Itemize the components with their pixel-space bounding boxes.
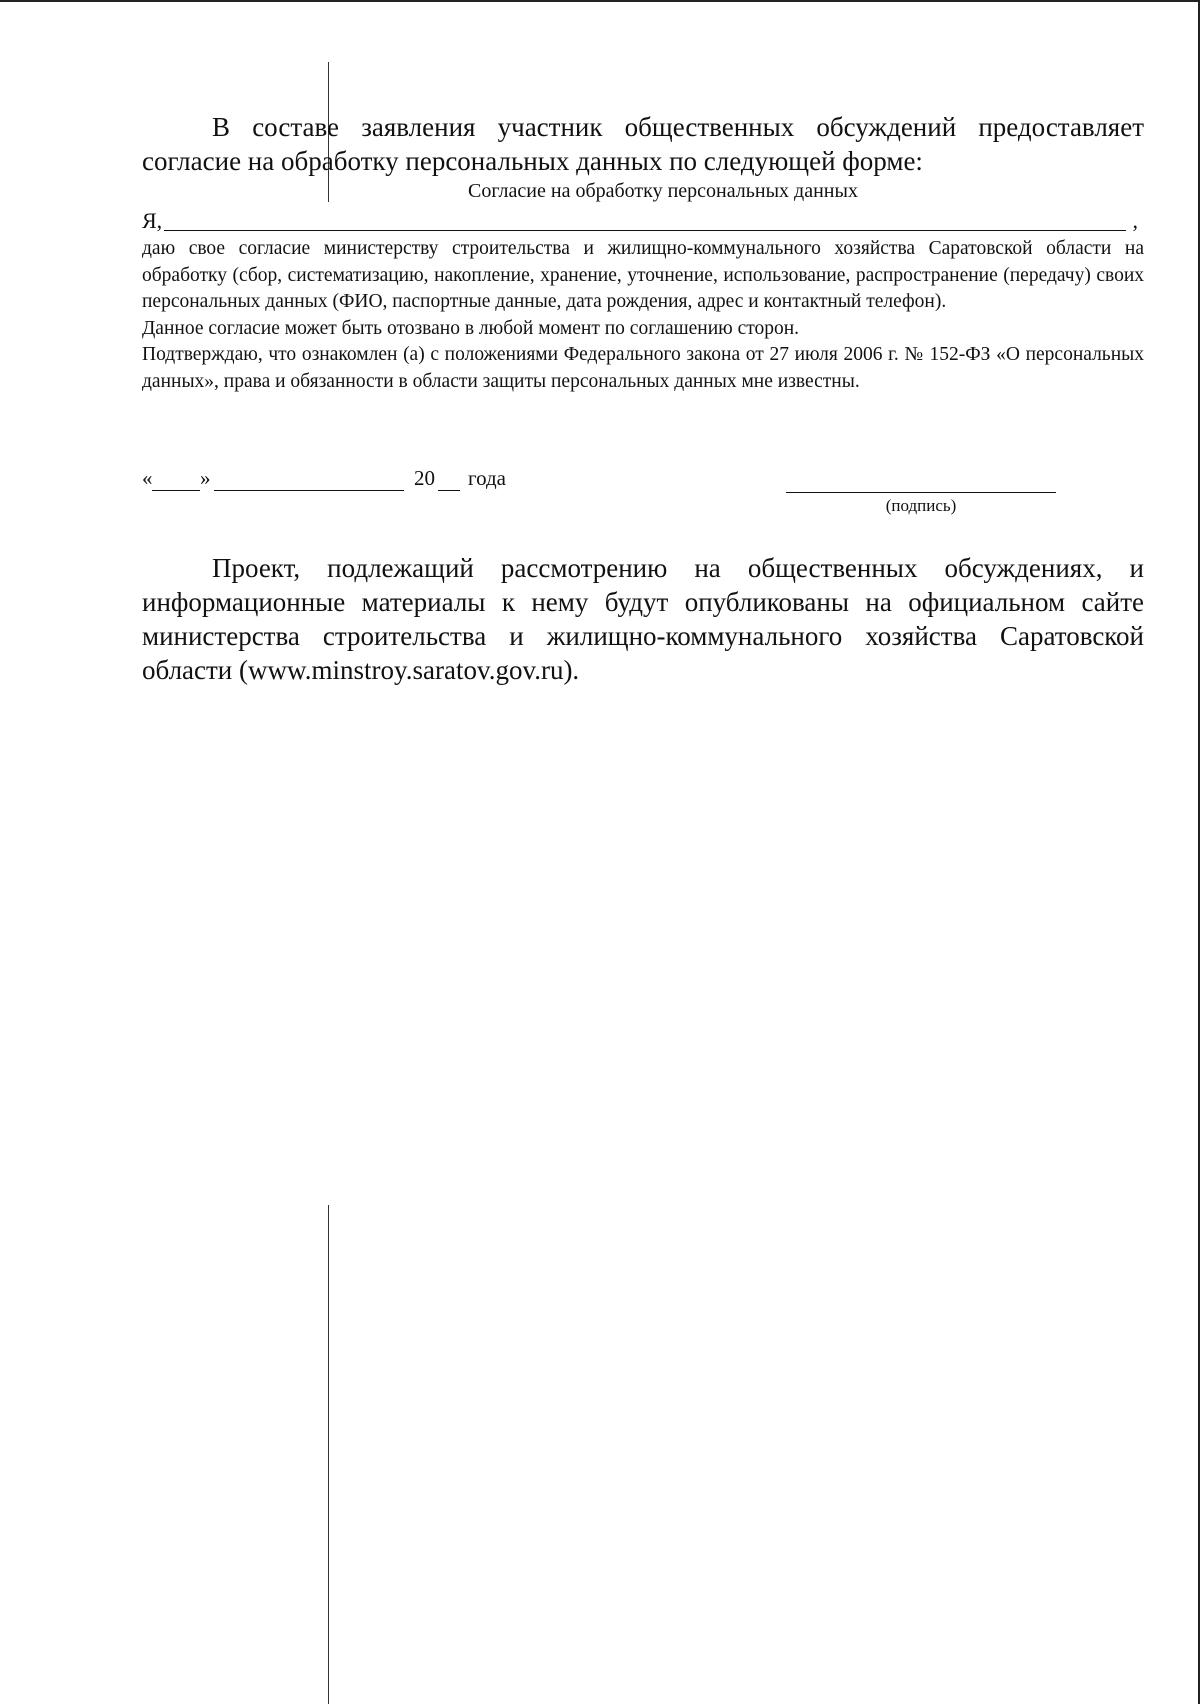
consent-body: даю свое согласие министерству строительства и жилищно-коммунального хозяйства Саратовской области на обработку (сбор, систематизацию, накопление, хранение, уточнение, использование, распространение (передачу) своих персональных данных (ФИО, паспортные данные, дата рождения, адрес и контактный телефон).: [142, 238, 1144, 312]
name-field-row: [142, 208, 1144, 236]
consent-confirmation: Подтверждаю, что ознакомлен (а) с положениями Федерального закона от 27 июля 2006 г. № 152-ФЗ «О персональных данных», права и обязанности в области защиты персональных данных мне известны.: [142, 344, 1144, 392]
consent-revocation: Данное согласие может быть отозвано в любой момент по соглашению сторон.: [142, 317, 800, 339]
month-blank-line: [214, 490, 404, 491]
scan-edge-top: [0, 0, 1200, 2]
year-prefix: 20: [414, 466, 435, 490]
publication-paragraph: Проект, подлежащий рассмотрению на общественных обсуждениях, и информационные материалы к нему будут опубликованы на официальном сайте министерства строительства и жилищно-коммунального хозяйства Саратовской области (www.minstroy.saratov.gov.ru).: [142, 553, 1144, 685]
intro-paragraph: В составе заявления участник общественных обсуждений предоставляет согласие на обработку персональных данных по следующей форме:: [142, 112, 1144, 176]
year-blank-line: [438, 490, 460, 491]
date-close-quote: »: [200, 466, 211, 490]
consent-form-title: Согласие на обработку персональных данных: [468, 180, 858, 202]
signature-caption: (подпись): [885, 496, 957, 515]
intro-section: [142, 110, 1144, 178]
scan-fold-line: [328, 1205, 329, 1704]
consent-body-section: [142, 236, 1144, 395]
day-blank-line: [152, 490, 200, 491]
year-suffix: года: [468, 466, 506, 490]
date-open-quote: «: [142, 466, 153, 490]
name-blank-line: [164, 230, 1126, 231]
name-prefix: Я,: [142, 208, 163, 233]
publication-section: [142, 551, 1144, 687]
signature-blank-line: [786, 492, 1056, 493]
name-suffix: ,: [1132, 208, 1138, 233]
